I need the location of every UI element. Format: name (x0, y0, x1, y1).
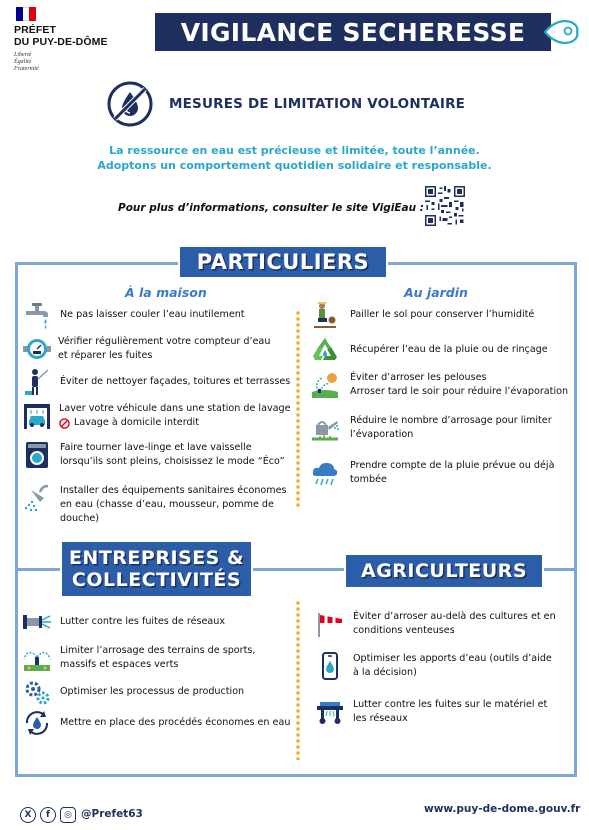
separator-dot (296, 691, 299, 694)
item-text-line: Éviter d’arroser les pelouses (350, 372, 487, 383)
motto-egalite: Égalité (14, 59, 32, 65)
republic-motto (14, 52, 39, 73)
item-text-line: Récupérer l’eau de la pluie ou de rinçage (350, 344, 548, 355)
separator-dot (296, 371, 299, 374)
separator-dot (296, 673, 299, 676)
separator-dot (296, 733, 299, 736)
separator-dot (296, 709, 299, 712)
item-text-line: Éviter d’arroser au-delà des cultures et en (353, 611, 556, 622)
separator-dot (296, 757, 299, 760)
separator-dot (296, 401, 299, 404)
water-meter-icon (22, 334, 52, 364)
facebook-icon[interactable]: f (40, 807, 56, 823)
separator-dot (296, 721, 299, 724)
separator-dot (296, 697, 299, 700)
item-text-line: douche) (60, 513, 100, 524)
separator-dot (296, 727, 299, 730)
list-item (315, 609, 556, 639)
item-text-line: Limiter l’arrosage des terrains de sports, (60, 645, 256, 656)
list-item (22, 708, 290, 738)
item-text-line: Vérifier régulièrement votre compteur d’eau (58, 336, 271, 347)
item-text-line: Lutter contre les fuites sur le matériel et (353, 699, 548, 710)
separator-dot (296, 311, 299, 314)
section-title-particuliers: PARTICULIERS (178, 245, 388, 279)
item-text-line: Éviter de nettoyer façades, toitures et terrasses (60, 376, 291, 387)
item-text-line: Arroser tard le soir pour réduire l’évaporation (350, 386, 569, 397)
separator-dot (296, 455, 299, 458)
separator-dot (296, 341, 299, 344)
prefecture-title-line2: DU PUY-DE-DÔME (14, 36, 108, 48)
list-item (22, 334, 270, 364)
item-text-line: Installer des équipements sanitaires économes (60, 485, 287, 496)
shower-icon (22, 484, 52, 514)
motto-liberte: Liberté (14, 52, 32, 58)
list-item (22, 643, 255, 673)
list-item (310, 335, 548, 365)
separator-dot (296, 715, 299, 718)
heading-au-jardin: Au jardin (404, 285, 468, 300)
no-water-icon (106, 80, 154, 128)
vigieau-info: Pour plus d’informations, consulter le site VigiEau : (118, 202, 424, 214)
separator-dot (296, 637, 299, 640)
item-text-line: Optimiser les processus de production (60, 686, 245, 697)
prefecture-name (14, 24, 108, 48)
separator-dot (296, 745, 299, 748)
social-handle[interactable]: @Prefet63 (81, 808, 143, 820)
separator-dot (296, 667, 299, 670)
separator-dot (296, 359, 299, 362)
separator-dot (296, 389, 299, 392)
item-text-line: l’évaporation (350, 429, 414, 440)
separator-dot (296, 449, 299, 452)
page-title: VIGILANCE SECHERESSE (155, 13, 551, 51)
gears-icon (22, 677, 52, 707)
heading-a-la-maison: À la maison (125, 285, 207, 300)
intro-line-2: Adoptons un comportement quotidien solidaire et responsable. (97, 159, 492, 172)
mulching-gardener-icon (310, 300, 340, 330)
separator-dot (296, 643, 299, 646)
smartphone-drop-icon (315, 651, 345, 681)
motto-fraternite: Fraternité (14, 66, 39, 72)
rain-cloud-icon (310, 458, 340, 488)
item-text-line: Lavage à domicile interdit (74, 417, 199, 428)
subtitle: MESURES DE LIMITATION VOLONTAIRE (169, 96, 466, 112)
car-wash-icon (22, 401, 52, 431)
separator-dot (296, 649, 299, 652)
separator-dot (296, 601, 299, 604)
watering-can-icon (310, 413, 340, 443)
separator-dot (296, 431, 299, 434)
windsock-icon (315, 609, 345, 639)
list-item (22, 300, 245, 330)
separator-dot (296, 739, 299, 742)
separator-dot (296, 625, 299, 628)
separator-dot (296, 655, 299, 658)
separator-dot (296, 467, 299, 470)
separator-dot (296, 329, 299, 332)
website-link[interactable]: www.puy-de-dome.gouv.fr (424, 803, 581, 815)
dotted-separator-top (295, 310, 301, 510)
washing-machine-icon (22, 440, 52, 470)
separator-dot (296, 479, 299, 482)
item-text-line: à la décision) (353, 667, 417, 678)
separator-dot (296, 703, 299, 706)
item-text-line: Optimiser les apports d’eau (outils d’aide (353, 653, 552, 664)
list-item (315, 651, 552, 681)
separator-dot (296, 437, 299, 440)
separator-dot (296, 413, 299, 416)
section-title-line: ENTREPRISES & (68, 547, 245, 569)
separator-dot (296, 679, 299, 682)
marianne-flag-logo (16, 7, 36, 21)
separator-dot (296, 377, 299, 380)
item-text-line: tombée (350, 474, 387, 485)
list-item (310, 458, 554, 488)
item-text-line: Lutter contre les fuites de réseaux (60, 616, 226, 627)
item-text-line: conditions venteuses (353, 625, 455, 636)
list-item (315, 697, 547, 727)
separator-dot (296, 317, 299, 320)
recycle-water-icon (310, 335, 340, 365)
item-text-line: Laver votre véhicule dans une station de lavage (59, 403, 291, 414)
separator-dot (296, 335, 299, 338)
separator-dot (296, 323, 299, 326)
item-text-line: et réparer les fuites (58, 350, 153, 361)
separator-dot (296, 661, 299, 664)
separator-dot (296, 619, 299, 622)
prefecture-title-line1: PRÉFET (14, 24, 57, 36)
list-item (310, 413, 552, 443)
separator-dot (296, 503, 299, 506)
item-text-line: lorsqu’ils sont pleins, choisissez le mode “Éco” (60, 456, 285, 467)
prohibited-icon (59, 418, 70, 429)
list-item (310, 370, 568, 400)
item-text-line: en eau (chasse d’eau, mousseur, pomme de (60, 499, 274, 510)
separator-dot (296, 365, 299, 368)
water-cycle-icon (22, 708, 52, 738)
item-text-line: Prendre compte de la pluie prévue ou déjà (350, 460, 555, 471)
separator-dot (296, 497, 299, 500)
separator-dot (296, 631, 299, 634)
item-text-line: les réseaux (353, 713, 408, 724)
item-text-line: Réduire le nombre d’arrosage pour limiter (350, 415, 552, 426)
separator-dot (296, 685, 299, 688)
dotted-separator-bottom (295, 600, 301, 760)
list-item (22, 401, 291, 431)
leaking-pipe-icon (22, 607, 52, 637)
irrigation-equipment-icon (315, 697, 345, 727)
item-text-line: Ne pas laisser couler l’eau inutilement (60, 309, 245, 320)
separator-dot (296, 443, 299, 446)
list-item (22, 440, 285, 470)
separator-dot (296, 419, 299, 422)
drop-tag-icon (541, 16, 581, 48)
list-item (310, 300, 534, 330)
sprinkler-lawn-icon (310, 370, 340, 400)
separator-dot (296, 607, 299, 610)
list-item (22, 367, 290, 397)
cleaning-person-icon (22, 367, 52, 397)
separator-dot (296, 491, 299, 494)
separator-dot (296, 353, 299, 356)
list-item (22, 607, 225, 637)
item-text-line: massifs et espaces verts (60, 659, 179, 670)
separator-dot (296, 461, 299, 464)
section-title-agriculteurs: AGRICULTEURS (344, 553, 544, 589)
intro-line-1: La ressource en eau est précieuse et limitée, toute l’année. (109, 144, 480, 157)
separator-dot (296, 751, 299, 754)
separator-dot (296, 485, 299, 488)
field-sprinkler-icon (22, 643, 52, 673)
separator-dot (296, 347, 299, 350)
item-text-line: Pailler le sol pour conserver l’humidité (350, 309, 535, 320)
section-title-line: COLLECTIVITÉS (71, 569, 242, 591)
separator-dot (296, 613, 299, 616)
qr-code-icon[interactable] (425, 186, 465, 226)
item-text-line: Mettre en place des procédés économes en eau (60, 717, 291, 728)
separator-dot (296, 407, 299, 410)
section-title-entreprises (60, 540, 253, 598)
separator-dot (296, 425, 299, 428)
list-item (22, 484, 287, 526)
separator-dot (296, 383, 299, 386)
x-twitter-icon[interactable]: X (20, 807, 36, 823)
instagram-icon[interactable]: ◎ (60, 807, 76, 823)
item-text-line: Faire tourner lave-linge et lave vaisselle (60, 442, 252, 453)
separator-dot (296, 473, 299, 476)
separator-dot (296, 395, 299, 398)
faucet-icon (22, 300, 52, 330)
list-item (22, 677, 244, 707)
